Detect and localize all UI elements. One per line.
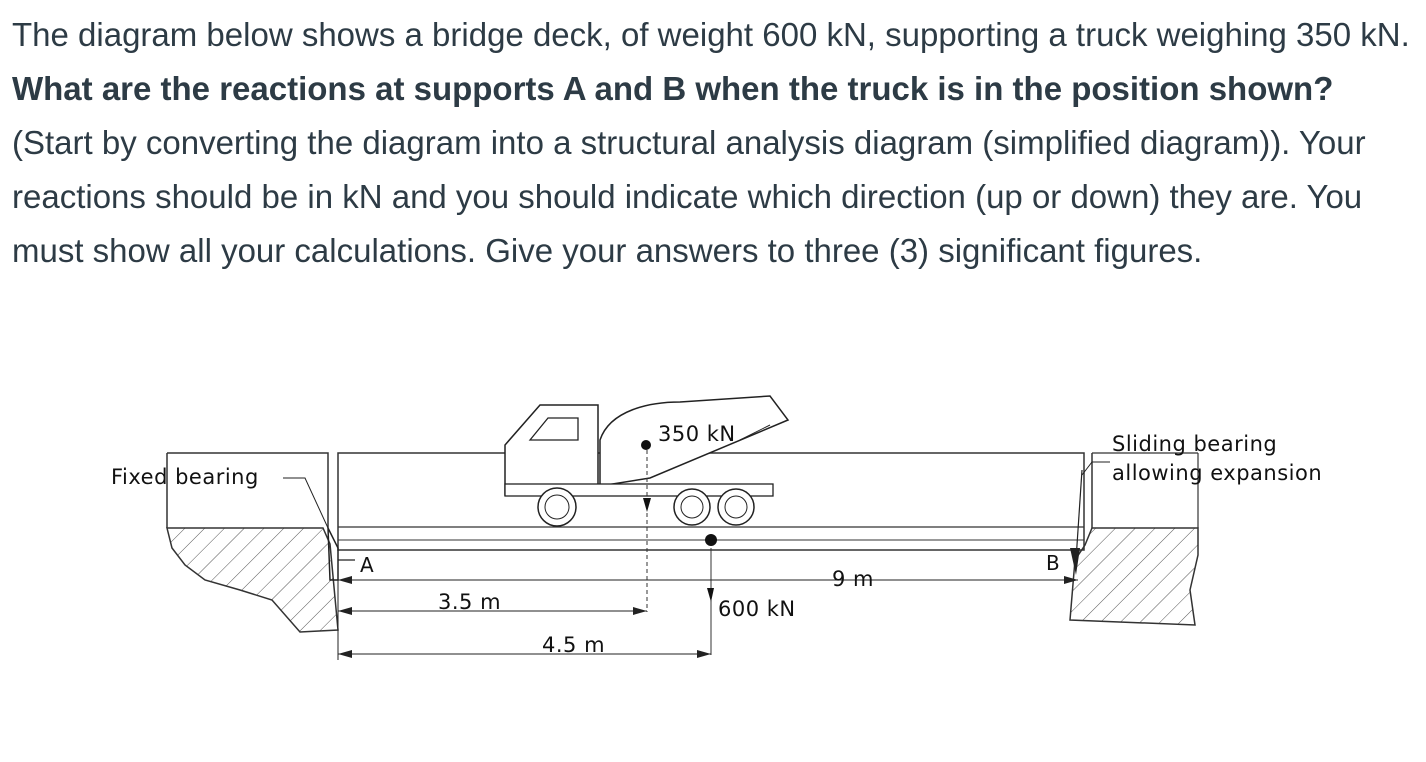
deck-load-label: 600 kN	[718, 597, 796, 621]
support-b-label: B	[1046, 551, 1060, 575]
sliding-bearing-label-1: Sliding bearing	[1112, 432, 1278, 456]
question-part-2: (Start by converting the diagram into a structural analysis diagram (simplified diagram)). Your reactions should be in kN and you should indicate which direction (up or down) they are. You must show all your calculations. Give your answers to three (3) significant figures.	[12, 124, 1366, 269]
truck-load-label: 350 kN	[658, 422, 736, 446]
sliding-bearing-leader	[1082, 462, 1110, 475]
question-part-1: The diagram below shows a bridge deck, of weight 600 kN, supporting a truck weighing 350 kN.	[12, 16, 1410, 53]
dim-deck-label: 4.5 m	[542, 633, 606, 657]
sliding-bearing-label-2: allowing expansion	[1112, 461, 1323, 485]
dim-truck-label: 3.5 m	[438, 590, 502, 614]
fixed-bearing-label: Fixed bearing	[111, 465, 259, 489]
fixed-bearing-leader	[283, 478, 328, 528]
dim-deck	[338, 650, 711, 658]
question-bold: What are the reactions at supports A and B when the truck is in the position shown?	[12, 70, 1334, 107]
deck-load	[705, 534, 717, 655]
dim-span-label: 9 m	[832, 567, 874, 591]
support-a-label: A	[360, 553, 374, 577]
